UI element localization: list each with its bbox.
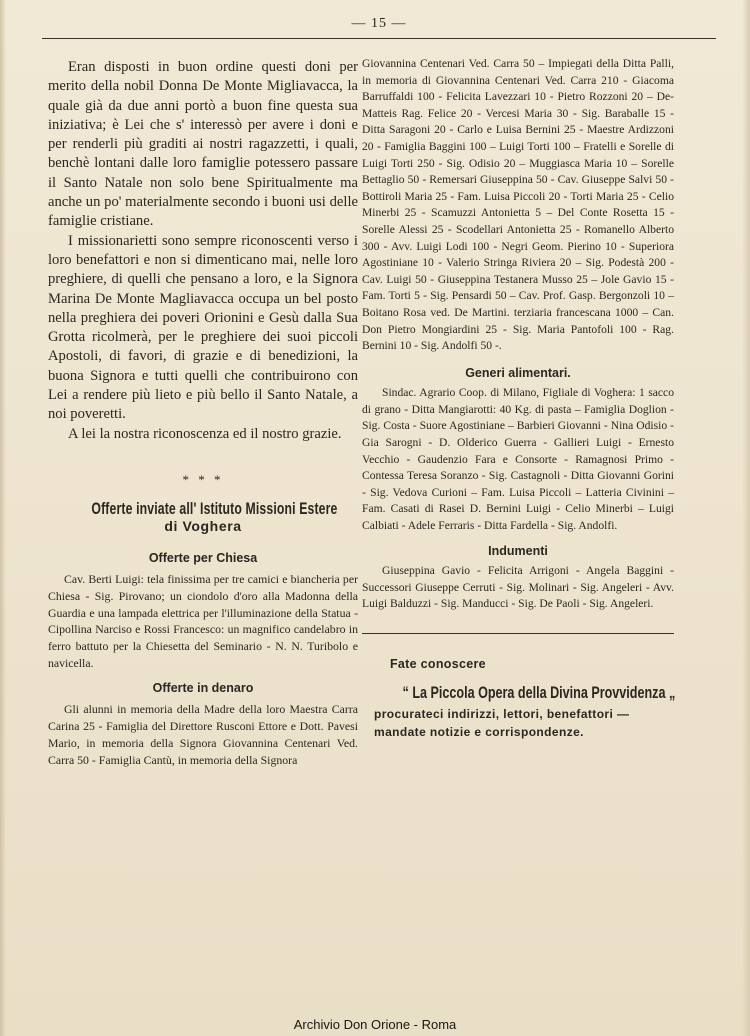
make-known-label: Fate conoscere [390,657,486,671]
clothing-text: Giuseppina Gavio - Felicita Arrigoni - Angela Baggini - Successori Giuseppe Cerruti - Sig. Molinari - Sig. Angeleri - Avv. Luigi Balduzzi - Sig. Manducci - Sig. De Paoli - Sig. Angeleri. [362,564,674,611]
food-heading: Generi alimentari. [465,365,571,380]
offers-section-subtitle: di Voghera [164,517,242,534]
paragraph-2: I missionarietti sono sempre riconoscenti verso i loro benefattori e non si dimenticano mai, nelle loro preghiere, di quelli che pensano a loro, e la Signora Marina De Monte Magliavacca occupa un bel posto nella preghiera dei poveri Orionini e Gesù dalla Sua Grotta ricolmerà, per le preghiere dei suoi piccoli Apostoli, di favori, di grazie e di benedizioni, la buona Signora e tutti quelli che contribuirono con Lei a rendere più lieto e più bello il Santo Natale, a noi poveretti. [48,232,358,423]
offers-section-title: Offerte inviate all' Istituto Missioni Estere [91,499,338,519]
food-text: Sindac. Agrario Coop. di Milano, Figliale di Voghera: 1 sacco di grano - Ditta Mangiarotti: 40 Kg. di pasta – Famiglia Doglion - Sig. Costa - Suore Agostiniane – Barbieri Giovanni - Nina Odisio - Gia Sarogni - D. Olderico Guerra - Gallieri Luigi - Ernesto Vecchio - Gaudenzio Fara e Consorte - Ramagnosi Primo - Contessa Teresa Soranzo - Sig. Castagnoli - Ditta Giovanni Gorini - Sig. Vedova Curioni – Fam. Luisa Piccoli – Latteria Civinini – Fam. Casati di Rasei D. Bernini Luigi - Celio Minerbi – Luigi Calbiati - Adele Ferraris - Ditta Fardella - Sig. Andolfi. [362,386,674,533]
right-column-divider [362,633,674,634]
page-edge-left [0,0,6,1036]
section-separator: * * * [182,471,224,487]
header-rule [42,38,716,39]
archive-footer: Archivio Don Orione - Roma [293,1017,457,1032]
paragraph-3: A lei la nostra riconoscenza ed il nostro grazie. [68,425,342,442]
right-column [362,56,674,741]
page-number: — 15 — [351,16,407,31]
page-header [42,14,716,44]
money-offers-text: Gli alunni in memoria della Madre della loro Maestra Carra Carina 25 - Famiglia del Direttore Rusconi Ettore e Dott. Pavesi Mario, in memoria della Signora Giovannina Centenari Ved. Carra 50 - Famiglia Cantù, in memoria della Signora [48,702,358,767]
clothing-heading: Indumenti [488,543,548,558]
money-offers-heading: Offerte in denaro [152,681,254,696]
appeal-text: procurateci indirizzi, lettori, benefattori — mandate notizie e corrispondenze. [374,707,630,740]
paragraph-1: Eran disposti in buon ordine questi doni per merito della nobil Donna De Monte Migliavacca, la quale già da due anni portò a buon fine questa sua iniziativa; è Lei che s' interessò per avere i doni e per renderli più graditi ai nostri ragazzetti, i quali, benchè lontani dalle loro famiglie potessero passare il Santo Natale non solo bene Spiritualmente ma anche un po' materialmente secondo i buoni usi delle famiglie cristiane. [48,59,358,230]
opera-title: “ La Piccola Opera della Divina Provvidenza „ [402,682,676,702]
church-offers-text: Cav. Berti Luigi: tela finissima per tre camici e biancheria per Chiesa - Sig. Pirovano; un ciondolo d'oro alla Madonna della Guardia e una lampada elettrica per l'illuminazione della Statua - Cipollina Narciso e Rossi Francesco: un magnifico candelabro in ferro battuto per la Chiesetta del Seminario - N. N. Turibolo e navicella. [48,571,358,671]
page-edge-right [742,0,750,1036]
left-column [48,58,358,769]
money-offers-continued: Giovannina Centenari Ved. Carra 50 – Impiegati della Ditta Palli, in memoria di Giovannina Centenari Ved. Carra 210 - Giacoma Barruffaldi 100 - Felicita Lavezzari 10 - Pietro Rozzoni 20 – De-Matteis Rag. Felice 20 - Vercesi Maria 30 - Sig. Baraballe 15 - Ditta Saragoni 20 - Carlo e Luisa Bernini 25 - Maestre Ardizzoni 20 - Famiglia Baggini 100 – Luigi Torti 100 – Fratelli e Sorelle di Luigi Torti 250 - Sig. Odisio 20 – Muggiasca Maria 10 – Sorelle Bettaglio 50 - Remersari Giuseppina 50 - Cav. Giuseppe Salvi 50 - Bottiroli Maria 25 - Fam. Luisa Piccoli 20 - Torti Maria 25 - Celio Minerbi 25 - Scamuzzi Antonietta 5 – Del Conte Rosetta 15 - Sorelle Alessi 25 - Scodellari Antonietta 25 - Romanello Alberto 300 - Avv. Luigi Lodi 100 - Negri Geom. Pierino 10 - Superiora Agostiniane 10 - Valerio Stringa Riviera 20 – Sig. Podestà 200 - Cav. Luigi 50 - Giuseppina Testanera Musso 25 – Jole Gavio 15 - Fam. Torti 5 - Sig. Pensardi 50 – Cav. Prof. Gasp. Bergonzoli 10 – Boitano Rosa ved. De Martini. terziaria francescana 1000 – Can. Don Pietro Mongiardini 25 - Sig. Maria Pantofoli 100 - Rag. Bernini 10 - Sig. Andolfi 50 -. [362,57,674,353]
church-offers-heading: Offerte per Chiesa [148,550,258,565]
